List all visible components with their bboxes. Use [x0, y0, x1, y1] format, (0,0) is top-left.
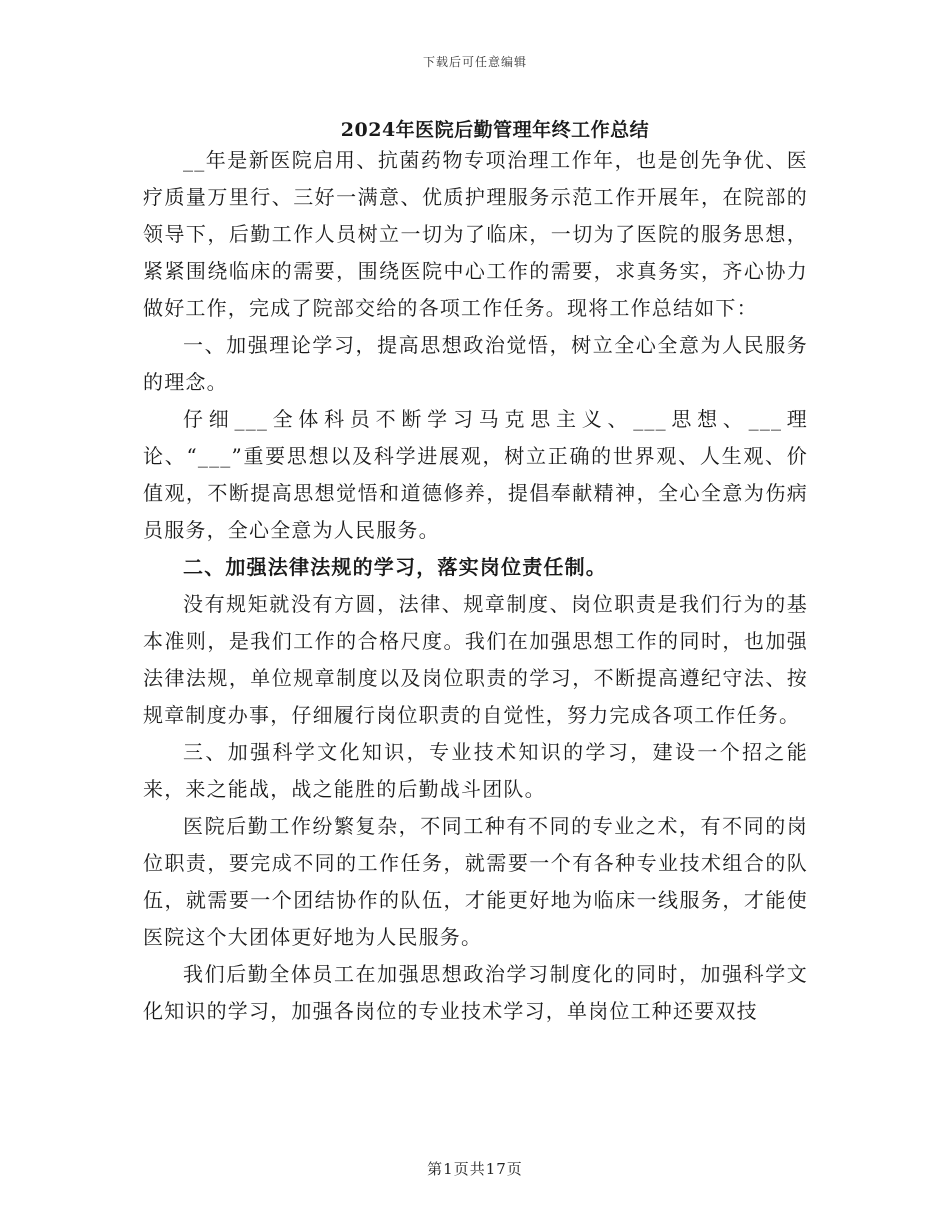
section-1-paragraph: 仔细___全体科员不断学习马克思主义、___思想、___理论、“___”重要思想以及科学进展观，树立正确的世界观、人生观、价值观，不断提高思想觉悟和道德修养，提倡奉献精神，全心全意为伤病员服务，全心全意为人民服务。: [143, 407, 808, 542]
intro-paragraph: __年是新医院启用、抗菌药物专项治理工作年，也是创先争优、医疗质量万里行、三好一满意、优质护理服务示范工作开展年，在院部的领导下，后勤工作人员树立一切为了临床，一切为了医院的服务思想，紧紧围绕临床的需要，围绕医院中心工作的需要，求真务实，齐心协力做好工作，完成了院部交给的各项工作任务。现将工作总结如下：: [143, 148, 808, 320]
section-heading-1: 一、加强理论学习，提高思想政治觉悟，树立全心全意为人民服务的理念。: [143, 333, 808, 394]
section-3-paragraph-1: 医院后勤工作纷繁复杂，不同工种有不同的专业之术，有不同的岗位职责，要完成不同的工作任务，就需要一个有各种专业技术组合的队伍，就需要一个团结协作的队伍，才能更好地为临床一线服务，才能使医院这个大团体更好地为人民服务。: [143, 814, 808, 949]
section-heading-2: 二、加强法律法规的学习，落实岗位责任制。: [183, 555, 607, 579]
section-heading-3: 三、加强科学文化知识，专业技术知识的学习，建设一个招之能来，来之能战，战之能胜的后勤战斗团队。: [143, 740, 808, 801]
document-body: [143, 142, 808, 1030]
section-2-paragraph: 没有规矩就没有方圆，法律、规章制度、岗位职责是我们行为的基本准则，是我们工作的合格尺度。我们在加强思想工作的同时，也加强法律法规，单位规章制度以及岗位职责的学习，不断提高遵纪守法、按规章制度办事，仔细履行岗位职责的自觉性，努力完成各项工作任务。: [143, 592, 808, 727]
section-3-paragraph-2: 我们后勤全体员工在加强思想政治学习制度化的同时，加强科学文化知识的学习，加强各岗位的专业技术学习，单岗位工种还要双技: [143, 962, 808, 1023]
header-note: 下载后可任意编辑: [422, 55, 527, 69]
page-footer: 第1页共17页: [427, 1160, 523, 1178]
document-title: 2024年医院后勤管理年终工作总结: [340, 119, 650, 141]
